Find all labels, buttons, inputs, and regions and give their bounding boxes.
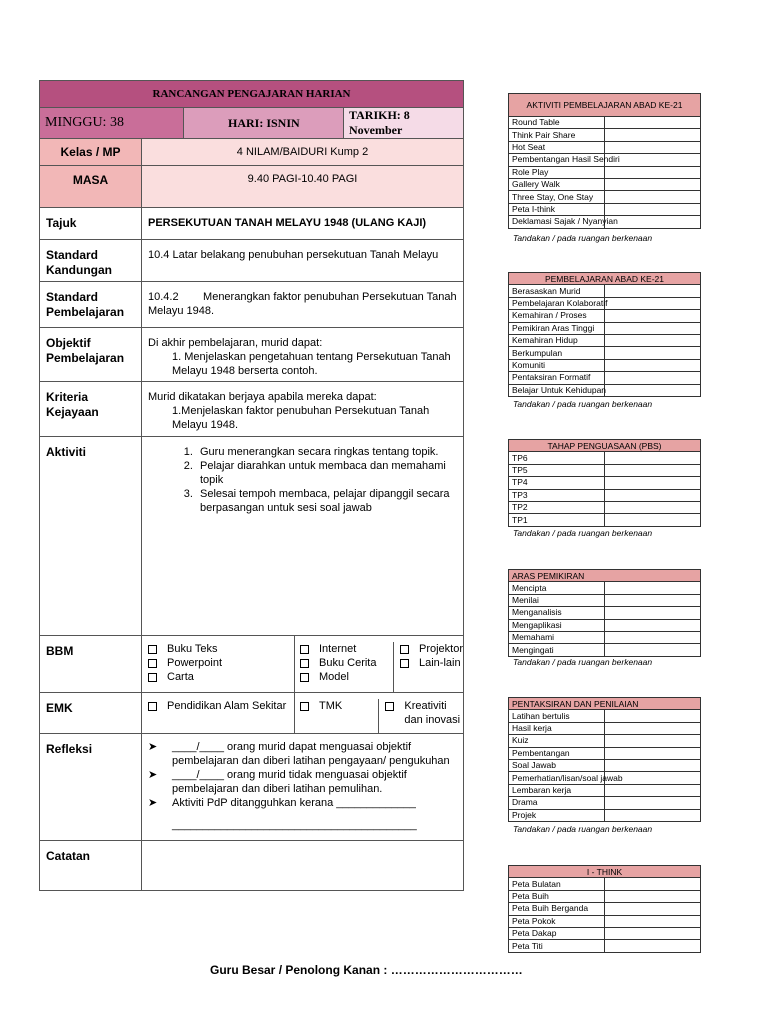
aras-checkbox[interactable] xyxy=(605,631,701,643)
abad-note: Tandakan / pada ruangan berkenaan xyxy=(513,233,653,243)
aras-checkbox[interactable] xyxy=(605,619,701,631)
pent-item: Pemerhatian/lisan/soal jawab xyxy=(509,772,605,784)
aras-item: Mengingati xyxy=(509,644,605,656)
bbm-checkbox[interactable] xyxy=(148,659,157,668)
ithink-checkbox[interactable] xyxy=(605,927,701,939)
bbm-col23 xyxy=(295,636,464,693)
bbm-checkbox[interactable] xyxy=(148,673,157,682)
tp-item: TP2 xyxy=(509,501,605,513)
aras-item: Menganalisis xyxy=(509,607,605,619)
aras-item: Mencipta xyxy=(509,582,605,594)
pab-checkbox[interactable] xyxy=(605,359,701,371)
pab-item: Komuniti xyxy=(509,359,605,371)
pent-title: PENTAKSIRAN DAN PENILAIAN xyxy=(509,698,701,710)
bbm-option: Powerpoint xyxy=(167,657,223,669)
pab-checkbox[interactable] xyxy=(605,372,701,384)
pent-item: Hasil kerja xyxy=(509,722,605,734)
ithink-checkbox[interactable] xyxy=(605,878,701,890)
standard-pembelajaran-value: 10.4.2 Menerangkan faktor penubuhan Persekutuan Tanah Melayu 1948. xyxy=(142,282,464,328)
emk-option: Kreativiti dan inovasi xyxy=(404,700,461,726)
bbm-checkbox[interactable] xyxy=(300,659,309,668)
abad-item: Round Table xyxy=(509,117,605,129)
kelas-label: Kelas / MP xyxy=(40,139,142,166)
aras-checkbox[interactable] xyxy=(605,582,701,594)
emk-option: Pendidikan Alam Sekitar xyxy=(167,700,287,712)
tp-checkbox[interactable] xyxy=(605,501,701,513)
objektif-intro: Di akhir pembelajaran, murid dapat: xyxy=(148,337,323,349)
tp-item: TP6 xyxy=(509,452,605,464)
objektif-item: 1. Menjelaskan pengetahuan tentang Persekutuan Tanah Melayu 1948 berserta contoh. xyxy=(172,351,451,377)
ithink-item: Peta Dakap xyxy=(509,927,605,939)
abad-item: Three Stay, One Stay xyxy=(509,191,605,203)
pab-checkbox[interactable] xyxy=(605,297,701,309)
aras-item: Menilai xyxy=(509,594,605,606)
pent-item: Latihan bertulis xyxy=(509,710,605,722)
bbm-option: Internet xyxy=(319,643,357,655)
tahap-penguasaan-table xyxy=(508,439,701,527)
pent-checkbox[interactable] xyxy=(605,784,701,796)
tp-item: TP4 xyxy=(509,477,605,489)
bbm-checkbox[interactable] xyxy=(300,645,309,654)
tp-checkbox[interactable] xyxy=(605,477,701,489)
catatan-label: Catatan xyxy=(40,841,142,891)
pent-item: Drama xyxy=(509,797,605,809)
bbm-checkbox[interactable] xyxy=(400,659,409,668)
aktiviti-list xyxy=(148,445,457,515)
pab-item: Berasaskan Murid xyxy=(509,285,605,297)
tp-checkbox[interactable] xyxy=(605,489,701,501)
abad-checkbox[interactable] xyxy=(605,129,701,141)
abad-item: Gallery Walk xyxy=(509,178,605,190)
aras-item: Memahami xyxy=(509,631,605,643)
refleksi-item: ____/____ orang murid dapat menguasai objektif pembelajaran dan diberi latihan pengayaan/ pengukuhan xyxy=(172,741,450,767)
aktiviti-item: 1. Guru menerangkan secara ringkas tentang topik. xyxy=(196,445,457,459)
ithink-table xyxy=(508,865,701,953)
tp-note: Tandakan / pada ruangan berkenaan xyxy=(513,528,653,538)
pent-checkbox[interactable] xyxy=(605,759,701,771)
aras-checkbox[interactable] xyxy=(605,594,701,606)
bbm-option: Carta xyxy=(167,671,194,683)
aktiviti-label: Aktiviti xyxy=(40,437,142,636)
bbm-option: Buku Teks xyxy=(167,643,218,655)
refleksi-item: Aktiviti PdP ditangguhkan kerana _____________ xyxy=(172,797,416,809)
tp-item: TP3 xyxy=(509,489,605,501)
tajuk-value: PERSEKUTUAN TANAH MELAYU 1948 (ULANG KAJI) xyxy=(142,208,464,240)
ithink-item: Peta Titi xyxy=(509,940,605,952)
plan-title: RANCANGAN PENGAJARAN HARIAN xyxy=(40,81,464,108)
bbm-label: BBM xyxy=(40,636,142,693)
pab-item: Pemikiran Aras Tinggi xyxy=(509,322,605,334)
bbm-checkbox[interactable] xyxy=(400,645,409,654)
signature-line: Guru Besar / Penolong Kanan : …………………………… xyxy=(210,963,523,977)
abad-item: Think Pair Share xyxy=(509,129,605,141)
pab-checkbox[interactable] xyxy=(605,334,701,346)
aktiviti-cell xyxy=(142,437,464,636)
ithink-item: Peta Bulatan xyxy=(509,878,605,890)
bbm-col1 xyxy=(142,636,295,693)
abad-checkbox[interactable] xyxy=(605,117,701,129)
pab-item: Pentaksiran Formatif xyxy=(509,372,605,384)
objektif-label: Objektif Pembelajaran xyxy=(40,328,142,382)
abad-checkbox[interactable] xyxy=(605,178,701,190)
pab-checkbox[interactable] xyxy=(605,310,701,322)
standard-kandungan-value: 10.4 Latar belakang penubuhan persekutuan Tanah Melayu xyxy=(142,240,464,282)
tp-checkbox[interactable] xyxy=(605,464,701,476)
standard-pembelajaran-label: Standard Pembelajaran xyxy=(40,282,142,328)
pent-item: Projek xyxy=(509,809,605,821)
abad-item: Role Play xyxy=(509,166,605,178)
ithink-title: I - THINK xyxy=(509,866,701,878)
bbm-option: Lain-lain xyxy=(418,657,461,669)
abad-item: Hot Seat xyxy=(509,141,605,153)
refleksi-label: Refleksi xyxy=(40,734,142,841)
hari-field: HARI: ISNIN xyxy=(184,108,344,139)
abad-activities-table xyxy=(508,93,701,229)
aktiviti-item: 2. Pelajar diarahkan untuk membaca dan memahami topik xyxy=(196,459,457,487)
ithink-checkbox[interactable] xyxy=(605,890,701,902)
tp-checkbox[interactable] xyxy=(605,452,701,464)
tajuk-label: Tajuk xyxy=(40,208,142,240)
emk-checkbox[interactable] xyxy=(300,702,309,711)
abad-checkbox[interactable] xyxy=(605,191,701,203)
abad-item: Deklamasi Sajak / Nyanyian xyxy=(509,216,605,228)
pab-checkbox[interactable] xyxy=(605,347,701,359)
bbm-checkbox[interactable] xyxy=(300,673,309,682)
objektif-cell xyxy=(142,328,464,382)
kriteria-item: 1.Menjelaskan faktor penubuhan Persekutuan Tanah Melayu 1948. xyxy=(172,405,430,431)
abad-title: AKTIVITI PEMBELAJARAN ABAD KE-21 xyxy=(509,94,701,117)
abad-checkbox[interactable] xyxy=(605,216,701,228)
masa-value: 9.40 PAGI-10.40 PAGI xyxy=(142,166,464,208)
tarikh-field: TARIKH: 8 November xyxy=(344,108,464,139)
tp-item: TP1 xyxy=(509,514,605,526)
emk-col1 xyxy=(142,693,295,734)
pab-item: Berkumpulan xyxy=(509,347,605,359)
abad-item: Peta I-think xyxy=(509,203,605,215)
pab-title: PEMBELAJARAN ABAD KE-21 xyxy=(509,273,701,285)
emk-col23 xyxy=(295,693,464,734)
pent-checkbox[interactable] xyxy=(605,710,701,722)
abad-item: Pembentangan Hasil Sendiri xyxy=(509,154,605,166)
pab-item: Belajar Untuk Kehidupan xyxy=(509,384,605,396)
kelas-value: 4 NILAM/BAIDURI Kump 2 xyxy=(142,139,464,166)
kriteria-intro: Murid dikatakan berjaya apabila mereka dapat: xyxy=(148,391,377,403)
pent-checkbox[interactable] xyxy=(605,747,701,759)
emk-option: TMK xyxy=(319,700,343,712)
aras-checkbox[interactable] xyxy=(605,644,701,656)
abad-checkbox[interactable] xyxy=(605,166,701,178)
ithink-checkbox[interactable] xyxy=(605,915,701,927)
pab-checkbox[interactable] xyxy=(605,322,701,334)
aras-item: Mengaplikasi xyxy=(509,619,605,631)
aras-checkbox[interactable] xyxy=(605,607,701,619)
pab-item: Pembelajaran Kolaboratif xyxy=(509,297,605,309)
catatan-value[interactable] xyxy=(142,841,464,891)
pent-item: Kuiz xyxy=(509,735,605,747)
emk-label: EMK xyxy=(40,693,142,734)
masa-label: MASA xyxy=(40,166,142,208)
pent-checkbox[interactable] xyxy=(605,735,701,747)
refleksi-item: ____/____ orang murid tidak menguasai objektif pembelajaran dan diberi latihan pemulihan. xyxy=(172,769,407,795)
minggu-field: MINGGU: 38 xyxy=(40,108,184,139)
pent-item: Pembentangan xyxy=(509,747,605,759)
bbm-option: Projektor xyxy=(418,643,464,655)
lesson-plan-table xyxy=(39,80,464,891)
abad-checkbox[interactable] xyxy=(605,203,701,215)
ithink-item: Peta Buih Berganda xyxy=(509,903,605,915)
pent-checkbox[interactable] xyxy=(605,809,701,821)
abad-checkbox[interactable] xyxy=(605,141,701,153)
ithink-item: Peta Pokok xyxy=(509,915,605,927)
emk-checkbox[interactable] xyxy=(385,702,394,711)
refleksi-cell: ➤ ____/____ orang murid dapat menguasai objektif pembelajaran dan diberi latihan pengayaan/ pengukuhan ➤ ____/____ orang murid tidak menguasai objektif pembelajaran dan diberi latihan pemulihan. ➤ Aktiviti PdP ditangguhkan kerana _____________ ________________________________________ xyxy=(142,734,464,841)
pab-checkbox[interactable] xyxy=(605,384,701,396)
tp-checkbox[interactable] xyxy=(605,514,701,526)
pembelajaran-abad-table xyxy=(508,272,701,397)
ithink-item: Peta Buih xyxy=(509,890,605,902)
ithink-checkbox[interactable] xyxy=(605,903,701,915)
aktiviti-item: 3. Selesai tempoh membaca, pelajar dipanggil secara berpasangan untuk sesi soal jawab xyxy=(196,487,457,515)
aras-note: Tandakan / pada ruangan berkenaan xyxy=(513,657,653,667)
pentaksiran-table xyxy=(508,697,701,822)
pab-item: Kemahiran Hidup xyxy=(509,334,605,346)
pab-item: Kemahiran / Proses xyxy=(509,310,605,322)
aras-pemikiran-table xyxy=(508,569,701,657)
bbm-option: Buku Cerita xyxy=(319,657,377,669)
emk-checkbox[interactable] xyxy=(148,702,157,711)
pent-note: Tandakan / pada ruangan berkenaan xyxy=(513,824,653,834)
kriteria-label: Kriteria Kejayaan xyxy=(40,382,142,437)
pent-checkbox[interactable] xyxy=(605,722,701,734)
bbm-option: Model xyxy=(319,671,349,683)
pab-checkbox[interactable] xyxy=(605,285,701,297)
kriteria-cell xyxy=(142,382,464,437)
aras-title: ARAS PEMIKIRAN xyxy=(509,570,701,582)
refleksi-blank-line: ________________________________________ xyxy=(172,819,417,831)
pab-note: Tandakan / pada ruangan berkenaan xyxy=(513,399,653,409)
tp-title: TAHAP PENGUASAAN (PBS) xyxy=(509,440,701,452)
standard-kandungan-label: Standard Kandungan xyxy=(40,240,142,282)
tp-item: TP5 xyxy=(509,464,605,476)
ithink-checkbox[interactable] xyxy=(605,940,701,952)
pent-checkbox[interactable] xyxy=(605,797,701,809)
bbm-checkbox[interactable] xyxy=(148,645,157,654)
pent-item: Soal Jawab xyxy=(509,759,605,771)
pent-item: Lembaran kerja xyxy=(509,784,605,796)
